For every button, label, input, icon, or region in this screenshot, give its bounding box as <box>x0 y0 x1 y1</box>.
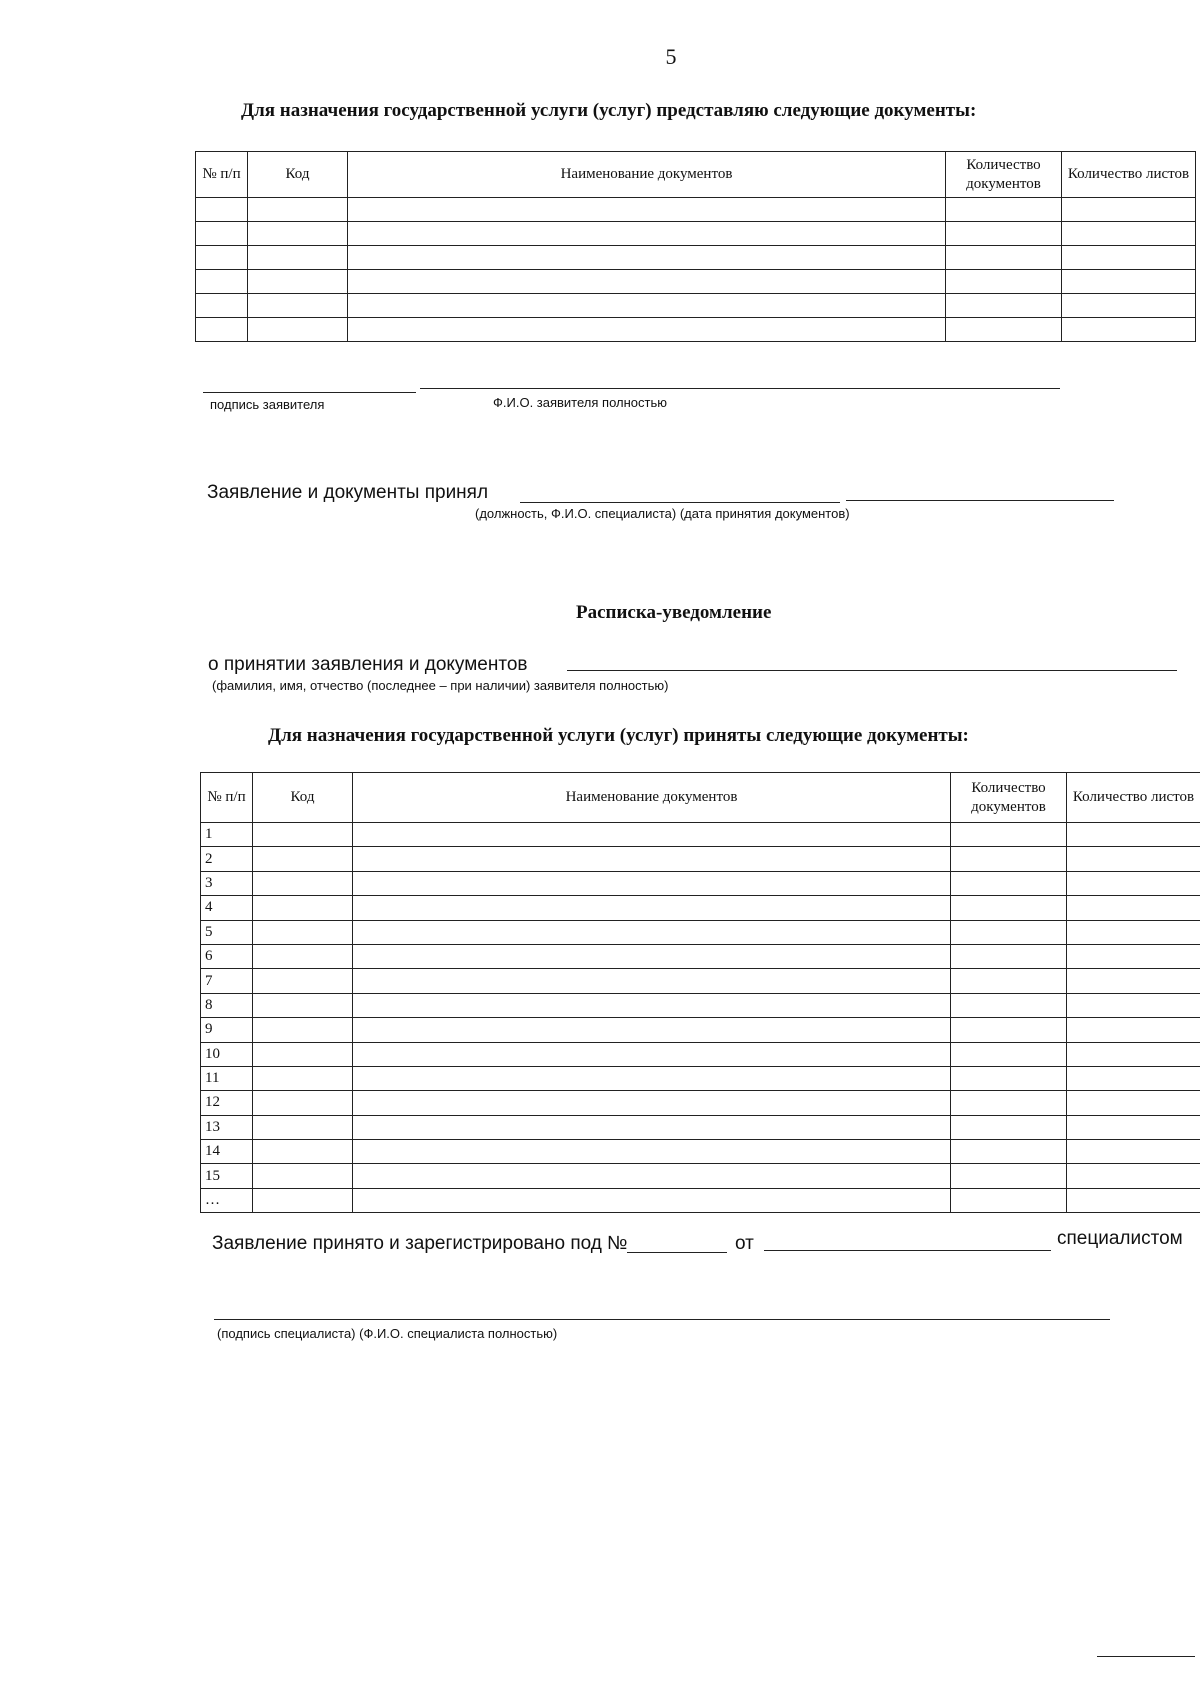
specialist-caption: (подпись специалиста) (Ф.И.О. специалиста полностью) <box>217 1326 558 1341</box>
cell-document-name <box>353 823 951 847</box>
accepted-by-caption: (должность, Ф.И.О. специалиста) (дата принятия документов) <box>475 506 850 521</box>
table-row <box>196 318 1196 342</box>
cell-document-count <box>951 1164 1067 1188</box>
cell-document-name <box>353 1115 951 1139</box>
cell-document-name <box>353 1164 951 1188</box>
acceptance-date-line <box>846 500 1114 501</box>
cell-number <box>196 318 248 342</box>
accepted-by-text: Заявление и документы принял <box>207 482 489 503</box>
cell-document-count <box>951 1066 1067 1090</box>
cell-document-name <box>348 222 946 246</box>
accepted-documents-table <box>200 772 1200 1213</box>
receipt-title: Расписка-уведомление <box>576 602 772 623</box>
cell-code <box>253 871 353 895</box>
cell-sheet-count <box>1067 944 1200 968</box>
cell-number: 5 <box>201 920 253 944</box>
cell-sheet-count <box>1067 1115 1200 1139</box>
cell-document-count <box>951 871 1067 895</box>
cell-number: 14 <box>201 1140 253 1164</box>
cell-document-count <box>951 1091 1067 1115</box>
cell-code <box>248 318 348 342</box>
table-header-row <box>196 152 1196 198</box>
cell-document-count <box>946 294 1062 318</box>
cell-sheet-count <box>1062 294 1196 318</box>
cell-sheet-count <box>1067 920 1200 944</box>
cell-number: 2 <box>201 847 253 871</box>
cell-code <box>248 198 348 222</box>
cell-document-count <box>951 1115 1067 1139</box>
cell-code <box>253 1042 353 1066</box>
cell-document-count <box>951 847 1067 871</box>
cell-document-count <box>951 920 1067 944</box>
cell-code <box>253 896 353 920</box>
cell-code <box>253 1115 353 1139</box>
table-row <box>196 222 1196 246</box>
cell-code <box>253 993 353 1017</box>
header-sheet-count: Количество листов <box>1062 152 1196 198</box>
table-row <box>201 1140 1200 1164</box>
receipt-caption: (фамилия, имя, отчество (последнее – при наличии) заявителя полностью) <box>212 678 669 693</box>
cell-document-name <box>353 1042 951 1066</box>
cell-code <box>253 944 353 968</box>
cell-document-name <box>353 1018 951 1042</box>
cell-number <box>196 270 248 294</box>
cell-sheet-count <box>1062 318 1196 342</box>
cell-sheet-count <box>1067 969 1200 993</box>
table-row <box>201 920 1200 944</box>
cell-document-name <box>353 920 951 944</box>
cell-code <box>248 294 348 318</box>
table-row <box>201 944 1200 968</box>
cell-code <box>253 920 353 944</box>
cell-document-name <box>353 1066 951 1090</box>
cell-number: 13 <box>201 1115 253 1139</box>
cell-number <box>196 246 248 270</box>
cell-document-name <box>353 896 951 920</box>
cell-number <box>196 198 248 222</box>
cell-document-count <box>951 1188 1067 1212</box>
cell-sheet-count <box>1067 847 1200 871</box>
cell-document-count <box>946 318 1062 342</box>
table-row <box>196 246 1196 270</box>
cell-document-count <box>951 823 1067 847</box>
cell-sheet-count <box>1062 270 1196 294</box>
cell-document-name <box>353 944 951 968</box>
table-row <box>201 1115 1200 1139</box>
cell-sheet-count <box>1067 871 1200 895</box>
cell-number: … <box>201 1188 253 1212</box>
cell-document-name <box>353 871 951 895</box>
cell-number <box>196 294 248 318</box>
cell-document-name <box>353 1140 951 1164</box>
cell-number: 15 <box>201 1164 253 1188</box>
cell-code <box>248 246 348 270</box>
table-row <box>201 1188 1200 1212</box>
cell-sheet-count <box>1067 1091 1200 1115</box>
header-document-count: Количество документов <box>951 773 1067 823</box>
footer-line <box>1097 1656 1195 1657</box>
cell-document-name <box>348 198 946 222</box>
submitted-documents-table <box>195 151 1196 342</box>
cell-code <box>253 847 353 871</box>
table-row <box>201 847 1200 871</box>
header-number: № п/п <box>201 773 253 823</box>
cell-document-count <box>951 1140 1067 1164</box>
cell-number <box>196 222 248 246</box>
cell-number: 12 <box>201 1091 253 1115</box>
cell-code <box>253 1066 353 1090</box>
table-row <box>196 270 1196 294</box>
cell-document-count <box>951 1042 1067 1066</box>
cell-code <box>253 823 353 847</box>
cell-number: 4 <box>201 896 253 920</box>
table-row <box>201 1066 1200 1090</box>
cell-document-count <box>951 896 1067 920</box>
table-row <box>201 993 1200 1017</box>
cell-number: 9 <box>201 1018 253 1042</box>
cell-number: 6 <box>201 944 253 968</box>
receipt-applicant-line <box>567 670 1177 671</box>
table-row <box>201 1164 1200 1188</box>
table-row <box>201 969 1200 993</box>
table-row <box>201 1018 1200 1042</box>
from-label: от <box>735 1233 754 1254</box>
applicant-signature-label: подпись заявителя <box>210 397 325 412</box>
cell-code <box>253 1164 353 1188</box>
cell-document-count <box>946 246 1062 270</box>
cell-number: 7 <box>201 969 253 993</box>
cell-code <box>253 1018 353 1042</box>
cell-sheet-count <box>1067 1018 1200 1042</box>
header-document-count: Количество документов <box>946 152 1062 198</box>
header-number: № п/п <box>196 152 248 198</box>
header-document-name: Наименование документов <box>353 773 951 823</box>
cell-code <box>253 1188 353 1212</box>
cell-number: 3 <box>201 871 253 895</box>
cell-document-name <box>348 270 946 294</box>
registered-text: Заявление принято и зарегистрировано под № <box>212 1233 628 1254</box>
table-row <box>201 1042 1200 1066</box>
accepted-by-position-line <box>520 502 840 503</box>
cell-number: 10 <box>201 1042 253 1066</box>
table-header-row <box>201 773 1200 823</box>
cell-document-name <box>353 847 951 871</box>
cell-sheet-count <box>1067 993 1200 1017</box>
header-document-name: Наименование документов <box>348 152 946 198</box>
cell-document-count <box>946 270 1062 294</box>
cell-number: 11 <box>201 1066 253 1090</box>
cell-sheet-count <box>1067 823 1200 847</box>
cell-sheet-count <box>1067 1140 1200 1164</box>
page-number: 5 <box>665 44 677 69</box>
cell-number: 1 <box>201 823 253 847</box>
registration-number-line <box>627 1252 727 1253</box>
cell-document-name <box>348 294 946 318</box>
receipt-text: о принятии заявления и документов <box>208 654 528 675</box>
cell-code <box>248 222 348 246</box>
cell-document-count <box>951 993 1067 1017</box>
table-row <box>201 871 1200 895</box>
cell-document-name <box>353 993 951 1017</box>
cell-sheet-count <box>1062 222 1196 246</box>
table-row <box>201 823 1200 847</box>
header-sheet-count: Количество листов <box>1067 773 1200 823</box>
applicant-fio-line <box>420 388 1060 389</box>
cell-sheet-count <box>1067 896 1200 920</box>
cell-sheet-count <box>1067 1188 1200 1212</box>
cell-document-name <box>353 969 951 993</box>
header-code: Код <box>253 773 353 823</box>
cell-document-name <box>353 1091 951 1115</box>
cell-sheet-count <box>1062 246 1196 270</box>
cell-code <box>253 969 353 993</box>
cell-code <box>253 1140 353 1164</box>
applicant-signature-line <box>203 392 416 393</box>
cell-document-count <box>951 944 1067 968</box>
cell-document-name <box>348 318 946 342</box>
cell-sheet-count <box>1067 1042 1200 1066</box>
header-code: Код <box>248 152 348 198</box>
cell-document-count <box>946 222 1062 246</box>
cell-document-name <box>348 246 946 270</box>
cell-document-count <box>946 198 1062 222</box>
cell-sheet-count <box>1062 198 1196 222</box>
table-row <box>201 1091 1200 1115</box>
section2-heading: Для назначения государственной услуги (услуг) приняты следующие документы: <box>268 725 969 746</box>
applicant-fio-label: Ф.И.О. заявителя полностью <box>493 395 667 410</box>
table-row <box>196 198 1196 222</box>
table-row <box>201 896 1200 920</box>
table-row <box>196 294 1196 318</box>
cell-sheet-count <box>1067 1066 1200 1090</box>
cell-code <box>248 270 348 294</box>
specialist-signature-line <box>214 1319 1110 1320</box>
cell-document-name <box>353 1188 951 1212</box>
section1-heading: Для назначения государственной услуги (услуг) представляю следующие документы: <box>241 100 977 121</box>
cell-sheet-count <box>1067 1164 1200 1188</box>
cell-code <box>253 1091 353 1115</box>
cell-document-count <box>951 1018 1067 1042</box>
cell-number: 8 <box>201 993 253 1017</box>
specialist-label: специалистом <box>1057 1228 1183 1249</box>
cell-document-count <box>951 969 1067 993</box>
registration-date-line <box>764 1250 1051 1251</box>
